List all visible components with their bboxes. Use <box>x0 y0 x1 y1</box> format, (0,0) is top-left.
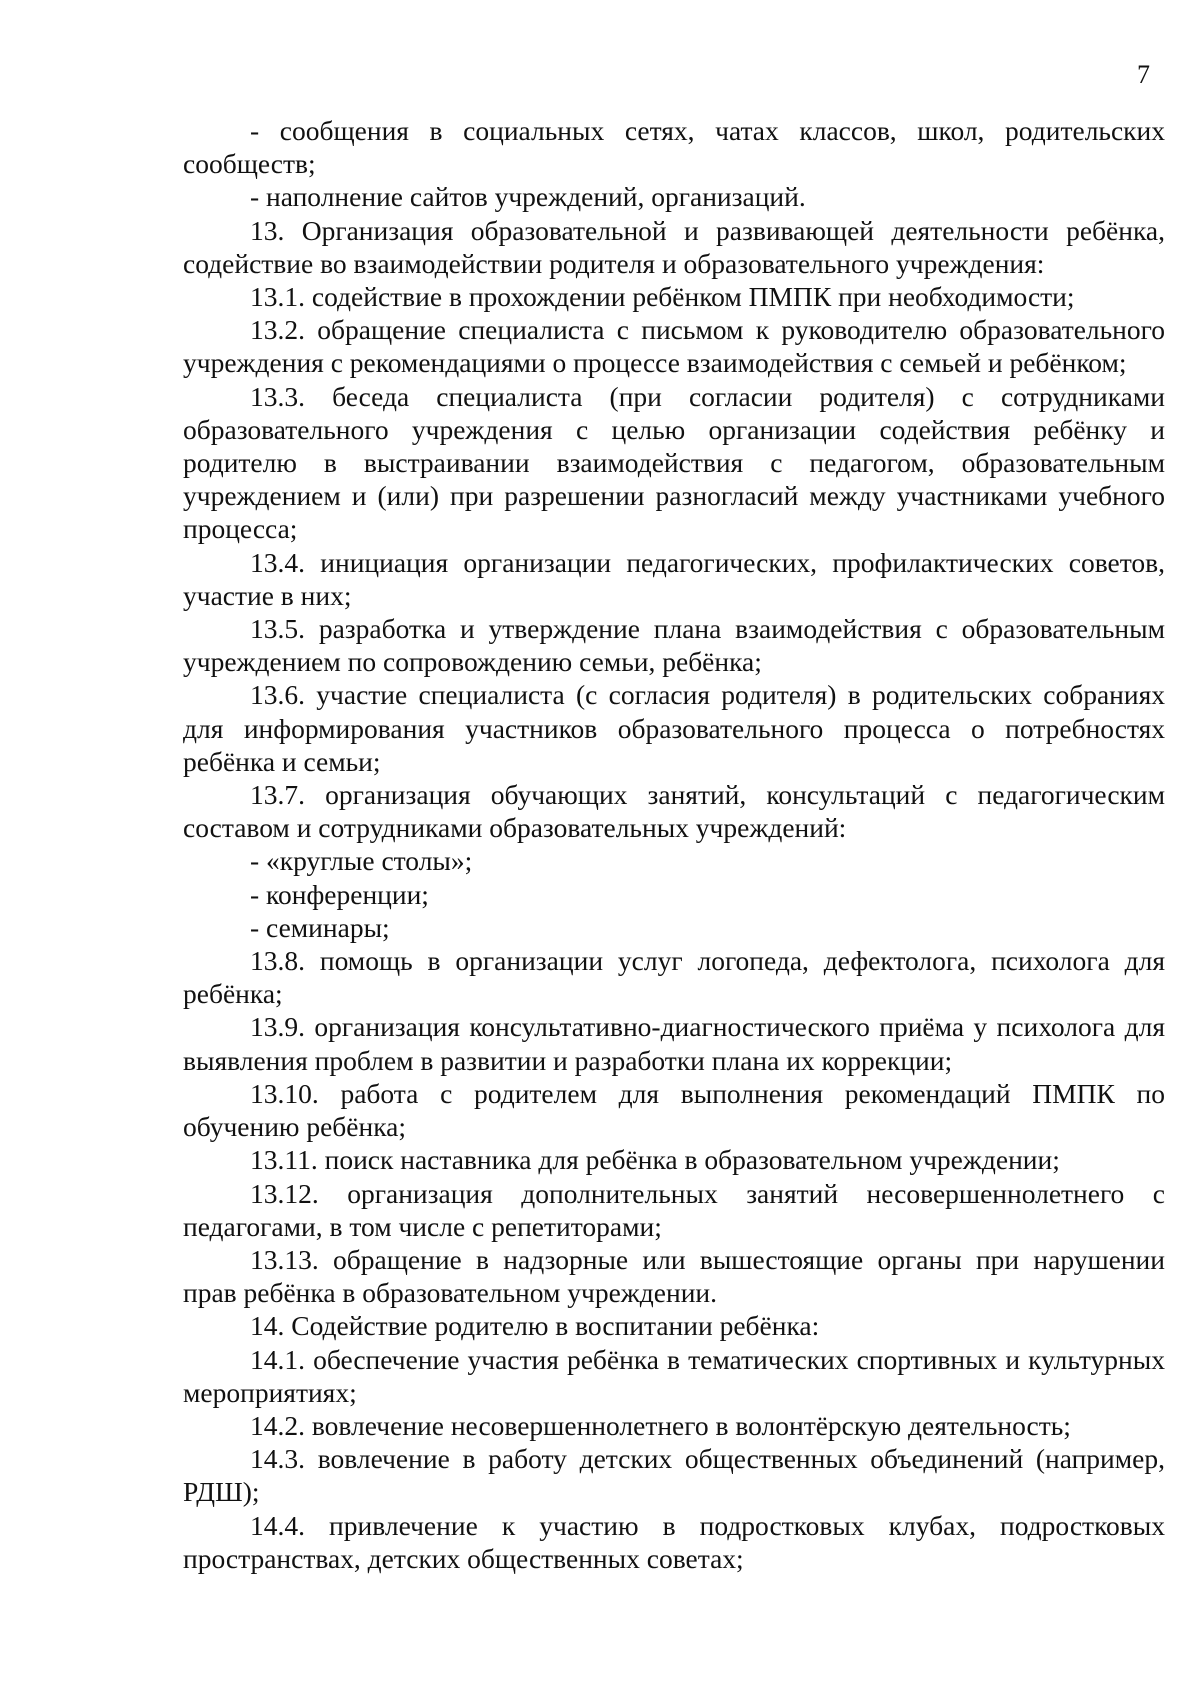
list-item: - «круглые столы»; <box>250 845 473 877</box>
paragraph: 13.7. организация обучающих занятий, консультаций с педагогическим составом и сотрудниками образовательных учреждений: <box>183 779 1165 844</box>
paragraph: 13.13. обращение в надзорные или вышестоящие органы при нарушении прав ребёнка в образовательном учреждении. <box>183 1243 1165 1309</box>
paragraph: 13.2. обращение специалиста с письмом к руководителю образовательного учреждения с рекомендациями о процессе взаимодействия с семьей и ребёнком; <box>183 314 1165 379</box>
paragraph: - наполнение сайтов учреждений, организаций. <box>250 181 806 213</box>
paragraph: 14.1. обеспечение участия ребёнка в тематических спортивных и культурных мероприятиях; <box>183 1343 1165 1408</box>
page-number: 7 <box>1137 60 1150 89</box>
list-item: - семинары; <box>250 911 390 943</box>
paragraph: 13.1. содействие в прохождении ребёнком ПМПК при необходимости; <box>250 281 1075 313</box>
paragraph: 13.11. поиск наставника для ребёнка в образовательном учреждении; <box>250 1144 1060 1176</box>
paragraph: 13.8. помощь в организации услуг логопеда, дефектолога, психолога для ребёнка; <box>183 945 1165 1010</box>
section-heading-13: 13. Организация образовательной и развивающей деятельности ребёнка, содействие во взаимодействии родителя и образовательного учреждения: <box>183 214 1165 279</box>
paragraph: 13.9. организация консультативно-диагностического приёма у психолога для выявления проблем в развитии и разработки плана их коррекции; <box>183 1011 1165 1076</box>
paragraph: 13.10. работа с родителем для выполнения рекомендаций ПМПК по обучению ребёнка; <box>183 1077 1165 1143</box>
paragraph: 13.4. инициация организации педагогических, профилактических советов, участие в них; <box>183 546 1165 611</box>
paragraph: 14.2. вовлечение несовершеннолетнего в волонтёрскую деятельность; <box>250 1409 1071 1441</box>
paragraph: 13.6. участие специалиста (с согласия родителя) в родительских собраниях для информирования участников образовательного процесса о потребностях ребёнка и семьи; <box>183 679 1165 777</box>
section-heading-14: 14. Содействие родителю в воспитании ребёнка: <box>250 1310 820 1342</box>
paragraph: - сообщения в социальных сетях, чатах классов, школ, родительских сообществ; <box>183 115 1165 180</box>
paragraph: 14.4. привлечение к участию в подростковых клубах, подростковых пространствах, детских общественных советах; <box>183 1509 1165 1574</box>
paragraph: 13.3. беседа специалиста (при согласии родителя) с сотрудниками образовательного учреждения с целью организации содействия ребёнку и родителю в выстраивании взаимодействия с педагогом, образовательным учреждением и (или) при разрешении разногласий между участниками учебного процесса; <box>183 380 1165 545</box>
paragraph: 13.5. разработка и утверждение плана взаимодействия с образовательным учреждением по сопровождению семьи, ребёнка; <box>183 613 1165 678</box>
list-item: - конференции; <box>250 878 429 910</box>
paragraph: 13.12. организация дополнительных занятий несовершеннолетнего с педагогами, в том числе с репетиторами; <box>183 1177 1165 1242</box>
paragraph: 14.3. вовлечение в работу детских общественных объединений (например, РДШ); <box>183 1443 1165 1508</box>
document-body <box>183 114 1165 1575</box>
